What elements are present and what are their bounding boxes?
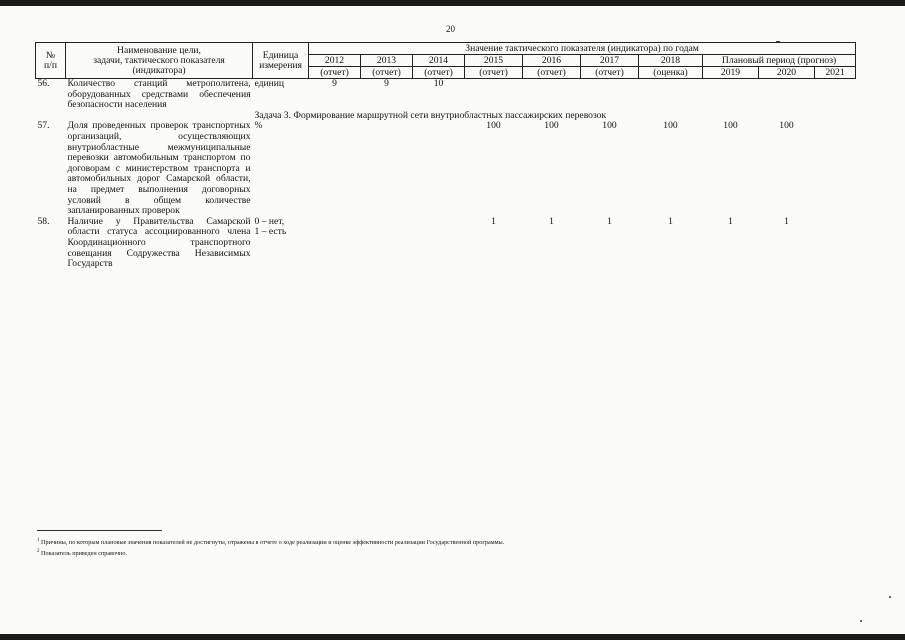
value-cell: [815, 217, 856, 270]
table-row: [36, 217, 856, 270]
value-cell: 1: [784, 215, 789, 227]
value-cell: [361, 217, 413, 270]
value-cell: 100: [544, 120, 559, 132]
scan-edge-bottom: [0, 634, 905, 640]
value-cell: [815, 79, 856, 111]
value-cell: 9: [384, 78, 389, 89]
col-header-status: (отчет): [309, 67, 361, 79]
col-header-status: (отчет): [361, 67, 413, 79]
value-cell: 9: [332, 78, 337, 89]
indicator-name: Доля проведенных проверок транспортных организаций, осуществляющих внутриобластные межмуниципальные перевозки автомобильным транспортом по договорам с министерством транспорта и автомобильных дорог Самарской области, на предмет выполнения договорных условий в общем количестве запланированных проверок: [67, 120, 251, 217]
indicator-unit: 0 – нет, 1 – есть: [254, 215, 287, 238]
value-cell: [413, 217, 465, 270]
indicators-table: [35, 42, 856, 270]
task-heading: Задача 3. Формирование маршрутной сети внутриобластных пассажирских перевозок: [254, 109, 607, 121]
value-cell: [581, 79, 639, 111]
value-cell: [639, 79, 703, 111]
value-cell: 1: [607, 215, 612, 227]
scan-speck: [889, 596, 891, 598]
value-cell: [309, 217, 361, 270]
col-header-year: 2015: [465, 55, 523, 67]
value-cell: [413, 121, 465, 216]
value-cell: 100: [486, 120, 501, 132]
col-header-year: 2018: [639, 55, 703, 67]
value-cell: 1: [549, 215, 554, 227]
col-header-plan-group: Плановый период (прогноз): [703, 55, 856, 67]
value-cell: 1: [668, 215, 673, 227]
value-cell: [815, 121, 856, 216]
value-cell: 100: [663, 120, 678, 132]
footnote-divider: [37, 530, 162, 531]
col-header-plan-year: 2020: [759, 67, 815, 79]
value-cell: [361, 121, 413, 216]
indicator-unit: единиц: [254, 78, 285, 89]
value-cell: [759, 79, 815, 111]
table-row: [36, 79, 856, 111]
col-header-status: (отчет): [581, 67, 639, 79]
value-cell: 100: [602, 120, 617, 132]
col-header-year: 2017: [581, 55, 639, 67]
scan-speck: [860, 620, 862, 622]
col-header-values-group: Значение тактического показателя (индикатора) по годам: [309, 43, 856, 55]
value-cell: [703, 79, 759, 111]
scan-speck: [776, 41, 780, 42]
footnote-text: Показатель приведен справочно.: [41, 549, 127, 557]
col-header-year: 2014: [413, 55, 465, 67]
value-cell: 100: [779, 120, 794, 132]
footnote: [37, 537, 504, 548]
col-header-name: Наименование цели, задачи, тактического показателя (индикатора): [66, 43, 253, 79]
col-header-status: (отчет): [413, 67, 465, 79]
col-header-status: (отчет): [523, 67, 581, 79]
footnote-text: Причины, по которым плановые значения показателей не достигнуты, отражены в отчете о ходе реализации и оценке эффективности реализации Государственной программы.: [41, 539, 505, 547]
row-number: 56.: [37, 78, 50, 89]
page-number: 20: [446, 24, 455, 34]
col-header-plan-year: 2021: [815, 67, 856, 79]
value-cell: 10: [433, 78, 444, 89]
footnote: [37, 548, 504, 559]
footnote-mark: 2: [37, 548, 40, 554]
col-header-status: (оценка): [639, 67, 703, 79]
col-header-status: (отчет): [465, 67, 523, 79]
indicator-name: Количество станций метрополитена, оборудованных средствами обеспечения безопасности населения: [67, 78, 251, 111]
value-cell: 1: [491, 215, 496, 227]
col-header-year: 2016: [523, 55, 581, 67]
indicator-name: Наличие у Правительства Самарской области статуса ассоциированного члена Координационного транспортного совещания Содружества Независимых Государств: [67, 215, 251, 270]
footnotes: [37, 537, 504, 558]
col-header-num: № п/п: [36, 43, 66, 79]
row-number: 58.: [37, 215, 50, 227]
value-cell: 1: [728, 215, 733, 227]
footnote-mark: 1: [37, 538, 40, 543]
value-cell: 100: [723, 120, 738, 132]
col-header-year: 2013: [361, 55, 413, 67]
col-header-unit: Единица измерения: [253, 43, 309, 79]
scan-edge-top: [0, 0, 905, 6]
table-row: [36, 121, 856, 216]
col-header-year: 2012: [309, 55, 361, 67]
value-cell: [309, 121, 361, 216]
indicator-unit: %: [254, 120, 263, 132]
row-number: 57.: [37, 120, 50, 132]
col-header-plan-year: 2019: [703, 67, 759, 79]
value-cell: [523, 79, 581, 111]
value-cell: [465, 79, 523, 111]
